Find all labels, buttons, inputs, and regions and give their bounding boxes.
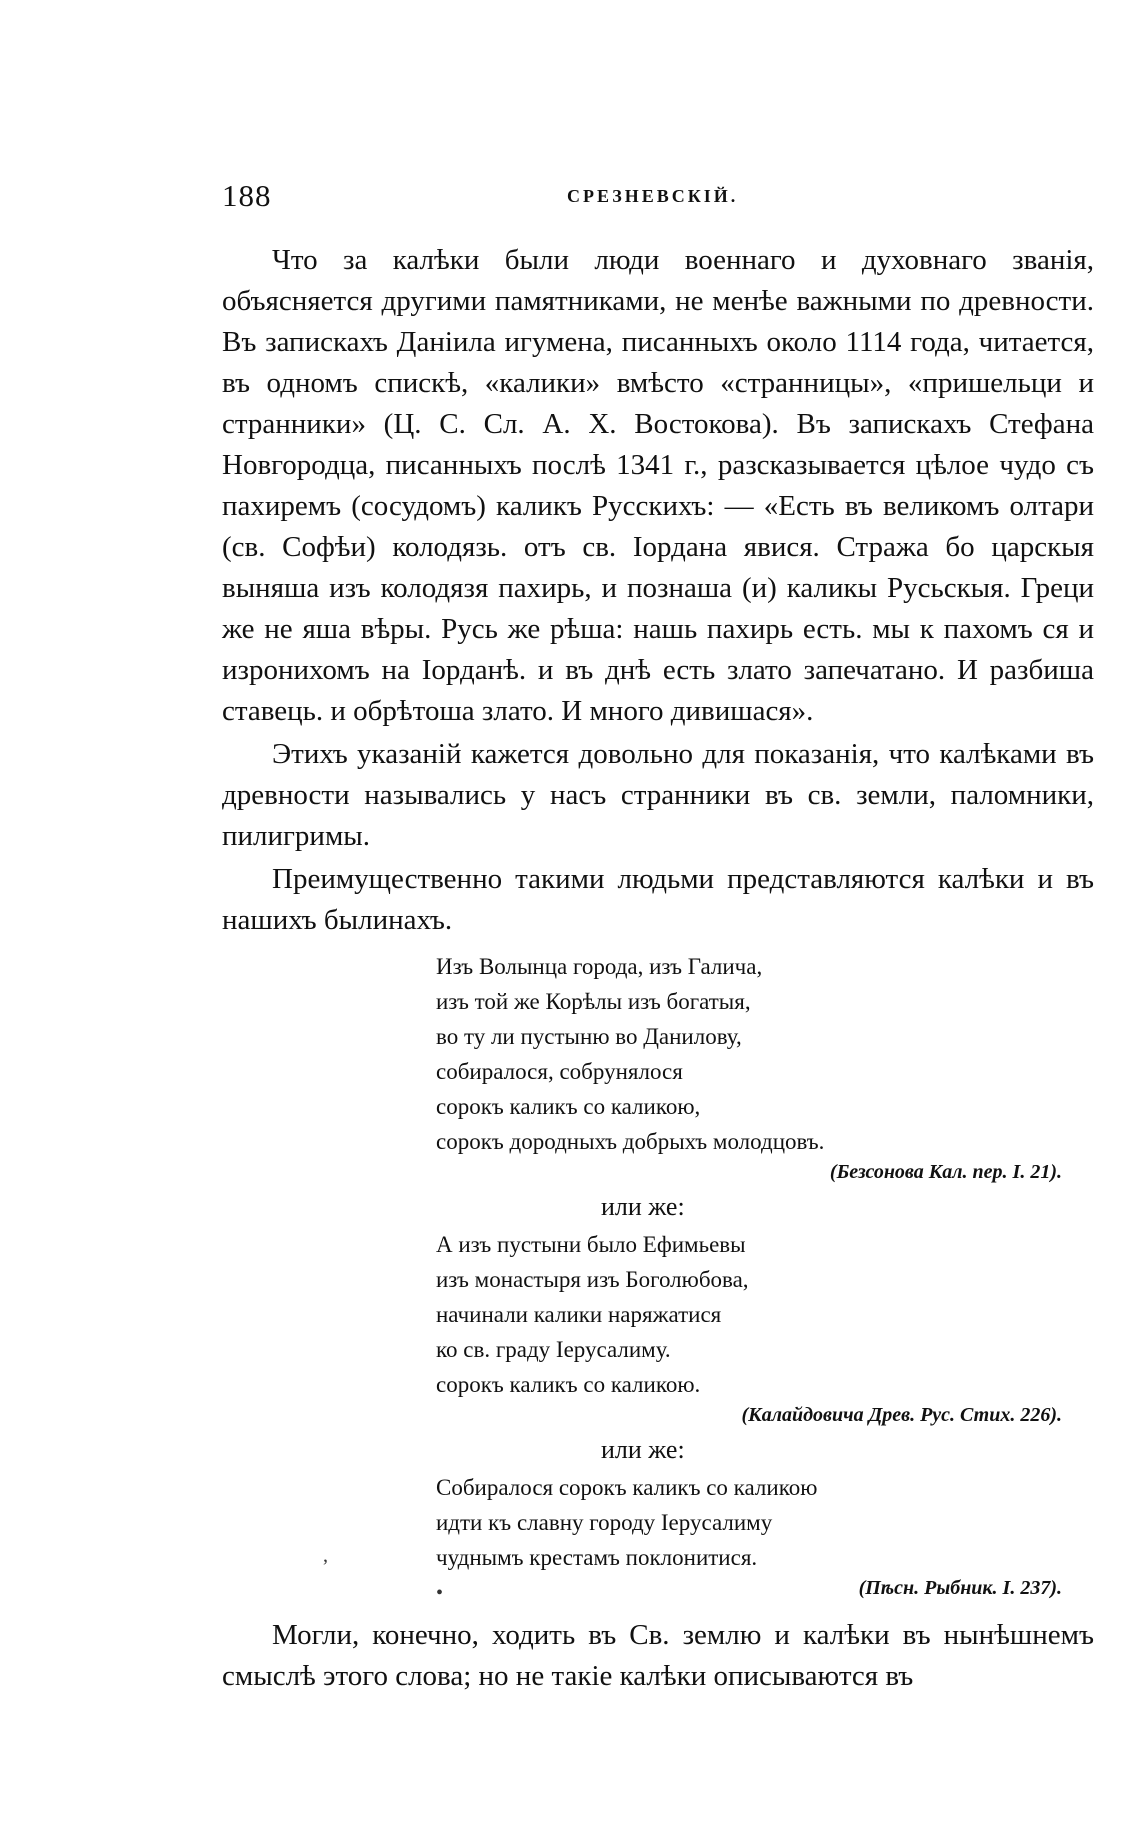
verse-line: собиралося, собрунялося	[436, 1059, 683, 1084]
stray-ink-mark: •	[436, 1582, 444, 1604]
verse-source: (Пѣсн. Рыбник. I. 237).	[858, 1577, 1062, 1599]
verse-line: во ту ли пустыню во Данилову,	[436, 1024, 742, 1049]
verse-source: (Безсонова Кал. пер. I. 21).	[829, 1161, 1062, 1183]
verse-line: начинали калики наряжатися	[436, 1302, 722, 1327]
or-separator: или же:	[601, 1435, 685, 1464]
verse-line: чуднымъ крестамъ поклонитися.	[436, 1545, 758, 1570]
page-number: 188	[222, 178, 272, 213]
verse-line: А изъ пустыни было Ефимьевы	[436, 1232, 746, 1257]
verse-source: (Калайдовича Древ. Рус. Стих. 226).	[741, 1404, 1062, 1426]
verse-line: изъ монастыря изъ Боголюбова,	[436, 1267, 749, 1292]
running-head: СРЕЗНЕВСКІЙ.	[567, 186, 739, 206]
verse-line: идти къ славну городу Іерусалиму	[436, 1510, 773, 1535]
verse-line: сорокъ дородныхъ добрыхъ молодцовъ.	[436, 1129, 825, 1154]
verse-line: сорокъ каликъ со каликою,	[436, 1094, 701, 1119]
verse-line: ко св. граду Іерусалиму.	[436, 1337, 671, 1362]
paragraph-1: Что за калѣки были люди военнаго и духовнаго званія, объясняется другими памятниками, не менѣе важными по древности. Въ запискахъ Даніила игумена, писанныхъ около 1114 года, читается, въ одномъ спискѣ, «калики» вмѣсто «странницы», «пришельци и странники» (Ц. С. Сл. А. Х. Востокова). Въ запискахъ Стефана Новгородца, писанныхъ послѣ 1341 г., разсказывается цѣлое чудо съ пахиремъ (сосудомъ) каликъ Русскихъ: — «Есть въ великомъ олтари (св. Софѣи) колодязь. отъ св. Іордана явися. Стража бо царскыя выняша изъ колодязя пахирь, и познаша (и) каликы Русьскыя. Греци же не яша вѣры. Русь же рѣша: нашь пахирь есть. мы к пахомъ ся и изронихомъ на Іорданѣ. и въ днѣ есть злато запечатано. И разбиша ставець. и обрѣтоша злато. И много дивишася».	[222, 244, 1094, 727]
paragraph-3: Преимущественно такими людьми представляются калѣки и въ нашихъ былинахъ.	[222, 863, 1094, 936]
stray-ink-mark: ʼ	[322, 1556, 329, 1578]
verse-line: изъ той же Корѣлы изъ богатыя,	[436, 989, 751, 1014]
verse-line: сорокъ каликъ со каликою.	[436, 1372, 701, 1397]
page-header	[222, 178, 1102, 218]
verse-line: Собиралося сорокъ каликъ со каликою	[436, 1475, 818, 1500]
paragraph-2: Этихъ указаній кажется довольно для показанія, что калѣками въ древности назывались у насъ странники въ св. земли, паломники, пилигримы.	[222, 738, 1094, 852]
verse-line: Изъ Волынца города, изъ Галича,	[436, 954, 763, 979]
closing-paragraph: Могли, конечно, ходить въ Св. землю и калѣки въ нынѣшнемъ смыслѣ этого слова; но не такіе калѣки описываются въ	[222, 1619, 1094, 1692]
or-separator: или же:	[601, 1192, 685, 1221]
page-body	[222, 240, 1094, 1697]
verse-block-1	[436, 949, 1076, 1601]
